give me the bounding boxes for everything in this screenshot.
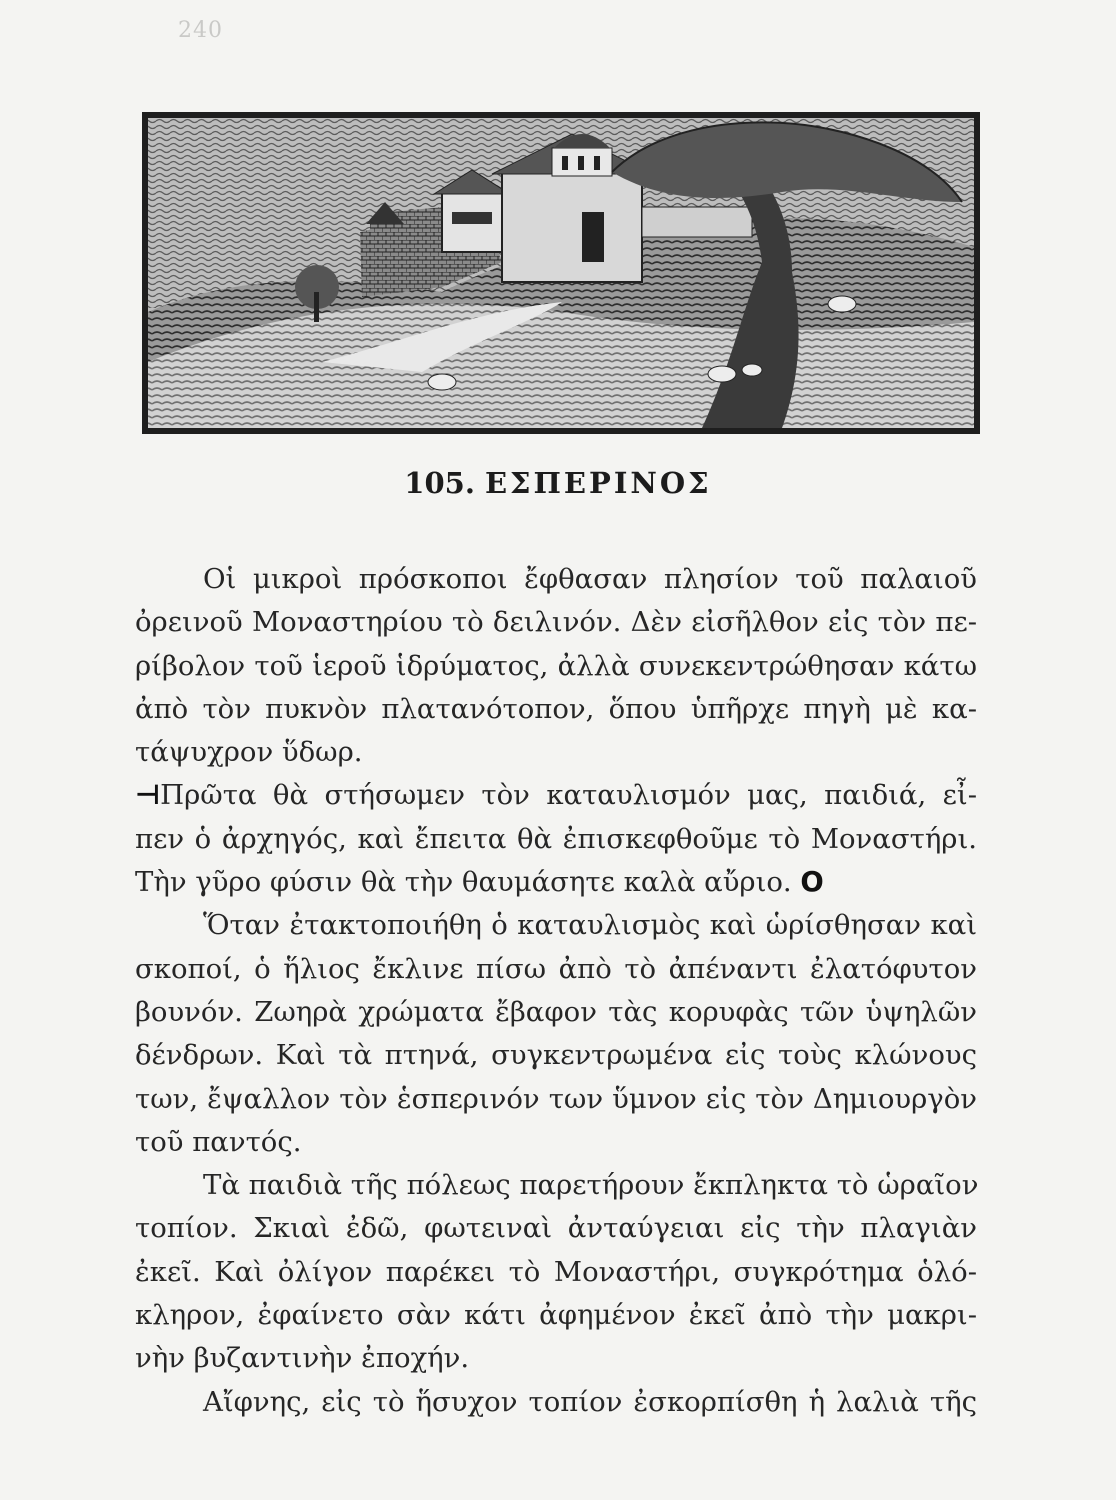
text-line: ρίβολον τοῦ ἱεροῦ ἱδρύματος, ἀλλὰ συνεκεντρώθησαν κάτω xyxy=(135,649,977,682)
chapter-number: 105. xyxy=(404,466,475,500)
paragraph xyxy=(135,904,977,1164)
text-line: Αἴφνης, εἰς τὸ ἥσυχον τοπίον ἐσκορπίσθη ἡ λαλιὰ τῆς xyxy=(203,1385,977,1418)
text-line: ὀρεινοῦ Μοναστηρίου τὸ δειλινόν. Δὲν εἰσῆλθον εἰς τὸν πε- xyxy=(135,606,977,639)
editor-circle-mark: O xyxy=(800,866,824,899)
text-line xyxy=(135,861,977,904)
text-line: τάψυχρον ὕδωρ. xyxy=(135,736,363,769)
text-line: τοῦ παντός. xyxy=(135,1125,302,1158)
text-line: πεν ὁ ἀρχηγός, καὶ ἔπειτα θὰ ἐπισκεφθοῦμε τὸ Μοναστήρι. xyxy=(135,822,977,855)
text-line-content: Τὴν γῦρο φύσιν θὰ τὴν θαυμάσητε καλὰ αὔριο. xyxy=(135,866,792,899)
paragraph xyxy=(135,558,977,774)
chapter-heading xyxy=(0,466,1116,500)
text-line: ἀπὸ τὸν πυκνὸν πλατανότοπον, ὅπου ὑπῆρχε πηγὴ μὲ κα- xyxy=(135,692,977,725)
paragraph xyxy=(135,774,977,904)
text-line: σκοποί, ὁ ἥλιος ἔκλινε πίσω ἀπὸ τὸ ἀπέναντι ἐλατόφυτον xyxy=(135,952,977,985)
paragraph xyxy=(135,1381,977,1424)
text-line: Οἱ μικροὶ πρόσκοποι ἔφθασαν πλησίον τοῦ παλαιοῦ xyxy=(203,563,977,595)
text-line: ἐκεῖ. Καὶ ὀλίγον παρέκει τὸ Μοναστήρι, συγκρότημα ὁλό- xyxy=(135,1255,977,1288)
text-line: Τὰ παιδιὰ τῆς πόλεως παρετήρουν ἔκπληκτα τὸ ὡραῖον xyxy=(203,1169,979,1202)
dialogue-dash-mark: ⊣ xyxy=(135,779,161,812)
text-line: Ὅταν ἐτακτοποιήθη ὁ καταυλισμὸς καὶ ὡρίσθησαν καὶ xyxy=(203,909,977,942)
page-number: 240 xyxy=(178,18,223,43)
monastery-woodcut-illustration xyxy=(142,112,980,434)
paragraph xyxy=(135,1164,977,1380)
body-text xyxy=(135,558,977,1424)
text-line-content: Πρῶτα θὰ στήσωμεν τὸν καταυλισμόν μας, παιδιά, εἶ- xyxy=(160,779,977,812)
text-line-first xyxy=(135,774,977,817)
text-line: βουνόν. Ζωηρὰ χρώματα ἔβαφον τὰς κορυφὰς τῶν ὑψηλῶν xyxy=(135,995,977,1028)
text-line: τοπίον. Σκιαὶ ἐδῶ, φωτειναὶ ἀνταύγειαι εἰς τὴν πλαγιὰν xyxy=(135,1212,977,1245)
text-line: νὴν βυζαντινὴν ἐποχήν. xyxy=(135,1342,470,1375)
text-line: κληρον, ἐφαίνετο σὰν κάτι ἀφημένον ἐκεῖ ἀπὸ τὴν μακρι- xyxy=(135,1299,977,1332)
text-line: των, ἔψαλλον τὸν ἑσπερινόν των ὕμνον εἰς τὸν Δημιουργὸν xyxy=(135,1082,977,1115)
chapter-title: ΕΣΠΕΡΙΝΟΣ xyxy=(484,466,712,500)
text-line: δένδρων. Καὶ τὰ πτηνά, συγκεντρωμένα εἰς τοὺς κλώνους xyxy=(135,1039,977,1072)
